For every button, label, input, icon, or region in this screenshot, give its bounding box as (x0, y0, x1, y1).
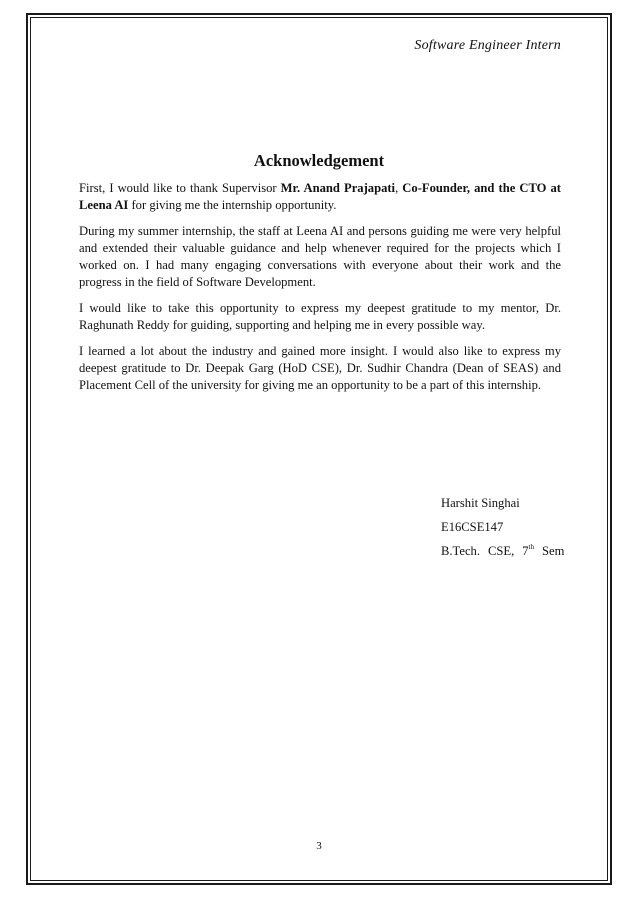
running-header: Software Engineer Intern (414, 38, 561, 53)
p1-text-c: , (395, 181, 403, 195)
page-title: Acknowledgement (253, 151, 385, 170)
p1-text-a: First, I would like to thank Supervisor (79, 181, 281, 195)
signature-roll-number: E16CSE147 (441, 520, 504, 534)
semester-word: Sem (542, 544, 565, 558)
paragraph-university-gratitude: I learned a lot about the industry and gained more insight. I would also like to express my deepest gratitude to Dr. Deepak Garg (HoD CSE), Dr. Sudhir Chandra (Dean of SEAS) and Placement Cell of the university for giving me an opportunity to be a part of this internship. (79, 344, 561, 392)
page-number: 3 (316, 840, 322, 852)
course-degree: B.Tech. (441, 544, 480, 558)
signature-block (441, 495, 564, 567)
semester-number: 7 (522, 544, 529, 558)
paragraph-mentor-gratitude: I would like to take this opportunity to express my deepest gratitude to my mentor, Dr. Raghunath Reddy for guiding, supporting and helping me in every possible way. (79, 301, 561, 332)
semester-ordinal: th (528, 543, 534, 551)
document-body (79, 180, 561, 403)
p1-text-e: for giving me the internship opportunity. (128, 198, 337, 212)
course-dept: CSE, (488, 544, 515, 558)
signature-name: Harshit Singhai (441, 496, 520, 510)
paragraph-internship-experience: During my summer internship, the staff at Leena AI and persons guiding me were very helpful and extended their valuable guidance and help whenever required for the projects which I worked on. I had many engaging conversations with everyone about their work and the progress in the field of Software Development. (79, 224, 561, 289)
paragraph-thanks-supervisor (79, 180, 561, 214)
signature-course (441, 543, 564, 560)
supervisor-name: Mr. Anand Prajapati (280, 181, 396, 195)
supervisor-title: Co-Founder, and the CTO at Leena AI (79, 181, 561, 212)
page-border-inner (30, 17, 608, 881)
